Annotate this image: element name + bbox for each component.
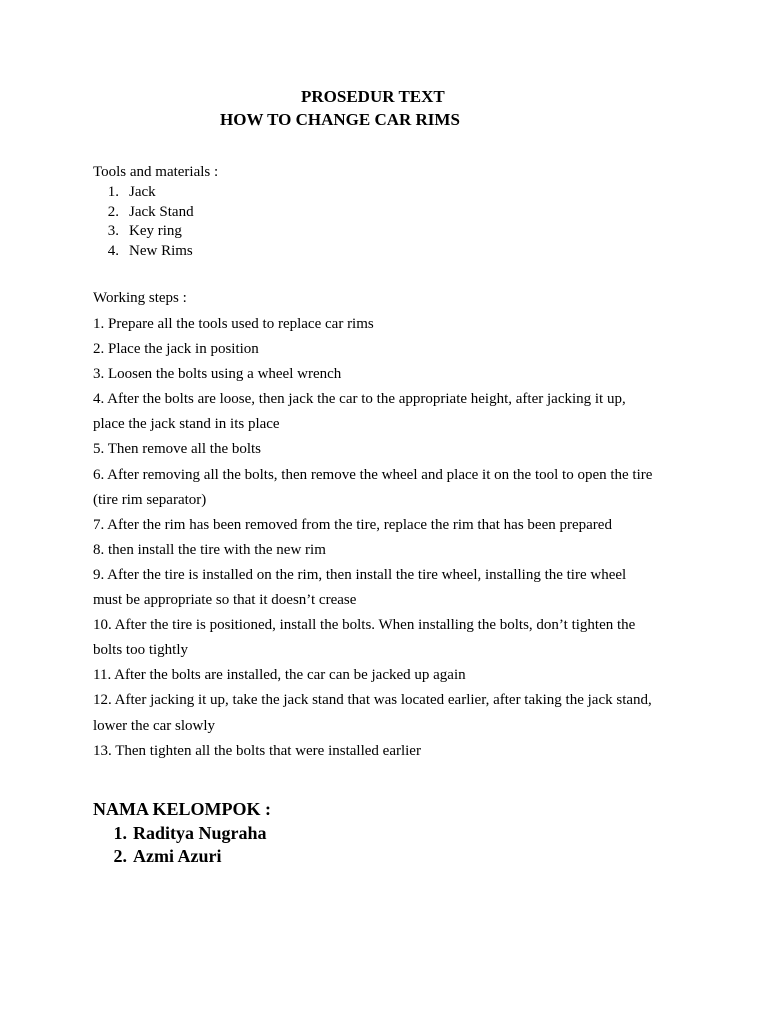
list-item-label: Key ring [129,223,182,239]
document-title: PROSEDUR TEXT [301,87,445,106]
step-line: 12. After jacking it up, take the jack stand that was located earlier, after taking the jack stand, [93,692,652,709]
step-line: 6. After removing all the bolts, then remove the wheel and place it on the tool to open the tire [93,466,653,483]
member-name: Raditya Nugraha [133,823,267,843]
step-line: 11. After the bolts are installed, the car can be jacked up again [93,667,466,684]
list-number: 2. [107,203,119,220]
list-number: 2. [113,846,127,866]
group-member [93,845,267,868]
list-item [93,222,194,242]
list-item [93,242,194,262]
step-line: 1. Prepare all the tools used to replace car rims [93,316,374,332]
step-line: 7. After the rim has been removed from the tire, replace the rim that has been prepared [93,516,612,533]
step-line: 8. then install the tire with the new rim [93,541,326,558]
steps-heading: Working steps : [93,290,187,306]
step-line: 5. Then remove all the bolts [93,441,262,458]
tools-heading: Tools and materials : [93,164,219,180]
list-item-label: New Rims [129,242,193,259]
step-line: place the jack stand in its place [93,416,280,433]
step-line: 9. After the tire is installed on the rim, then install the tire wheel, installing the tire wheel [93,566,627,583]
member-name: Azmi Azuri [133,846,222,866]
group-member [93,822,267,845]
step-line: must be appropriate so that it doesn’t crease [93,592,357,609]
document-subtitle: HOW TO CHANGE CAR RIMS [220,110,460,129]
list-item-label: Jack Stand [129,203,194,220]
step-line: lower the car slowly [93,717,216,734]
steps-body [93,312,683,764]
list-item [93,203,194,223]
list-number: 1. [113,823,127,843]
step-line: 3. Loosen the bolts using a wheel wrench [93,366,342,383]
step-line: 10. After the tire is positioned, install the bolts. When installing the bolts, don’t tighten the [93,617,636,634]
list-number: 3. [107,223,119,239]
step-line: 2. Place the jack in position [93,341,259,358]
list-number: 1. [107,184,119,200]
step-line: (tire rim separator) [93,491,207,508]
step-line: 4. After the bolts are loose, then jack the car to the appropriate height, after jacking it up, [93,391,626,408]
list-item [93,183,194,203]
list-number: 4. [107,242,119,259]
step-line: 13. Then tighten all the bolts that were installed earlier [93,742,421,759]
step-line: bolts too tightly [93,642,189,659]
list-item-label: Jack [129,184,156,200]
group-heading: NAMA KELOMPOK : [93,799,271,819]
group-members-list [93,822,267,868]
tools-list [93,183,194,261]
